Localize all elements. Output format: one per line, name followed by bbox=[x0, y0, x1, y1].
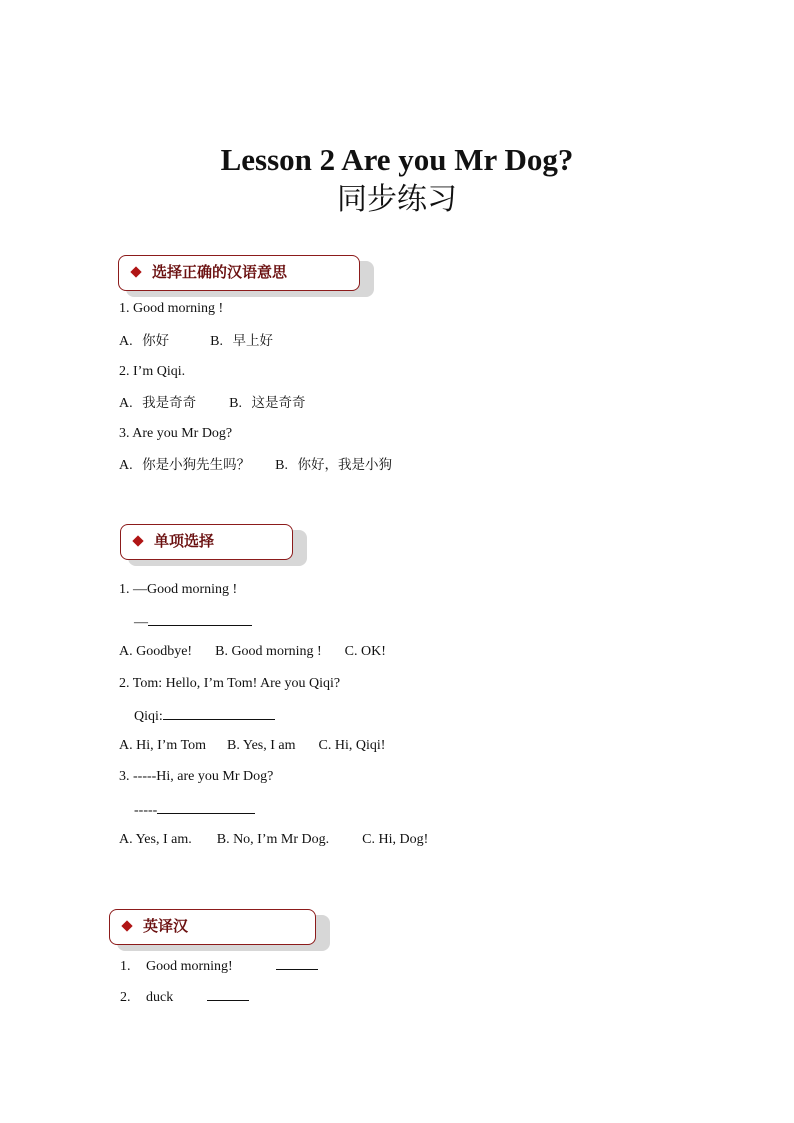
s2-q1-text: 1. —Good morning ! bbox=[119, 582, 238, 597]
s2-q1-option-b: B. Good morning ! bbox=[215, 644, 322, 659]
section-header-single-choice bbox=[120, 524, 293, 560]
s2-q3-option-a: A. Yes, I am. bbox=[119, 832, 192, 847]
s3-item2-text: duck bbox=[146, 990, 174, 1005]
s2-q3-option-b: B. No, I’m Mr Dog. bbox=[216, 832, 330, 847]
s1-q1-option-a: 你好 bbox=[142, 333, 170, 349]
s2-q2-reply-prefix: Qiqi: bbox=[134, 709, 163, 724]
s2-q2-option-a: A. Hi, I’m Tom bbox=[119, 738, 207, 753]
section-header-label: 英译汉 bbox=[143, 917, 189, 935]
s1-q1-text: 1. Good morning ! bbox=[119, 301, 224, 316]
s2-q1-option-a: A. Goodbye! bbox=[119, 644, 193, 659]
answer-blank[interactable] bbox=[207, 986, 249, 1001]
s3-item1-number: 1. bbox=[120, 959, 131, 974]
header-box bbox=[109, 909, 316, 945]
s2-q3-reply bbox=[134, 799, 255, 821]
s3-item2 bbox=[120, 986, 249, 1008]
s1-q2-option-a: 我是奇奇 bbox=[142, 395, 197, 411]
s1-q2-option-a-letter: A. bbox=[119, 396, 133, 411]
s1-q3-option-b: 你好，我是小狗 bbox=[297, 457, 392, 473]
answer-blank[interactable] bbox=[157, 799, 255, 814]
s1-q3-text: 3. Are you Mr Dog? bbox=[119, 426, 233, 441]
s2-q1-reply-prefix: — bbox=[134, 615, 148, 630]
s3-item2-number: 2. bbox=[120, 990, 131, 1005]
answer-blank[interactable] bbox=[163, 705, 275, 720]
page-title-chinese: 同步练习 bbox=[337, 182, 457, 217]
section-header-label: 单项选择 bbox=[154, 532, 215, 550]
s1-q3-options bbox=[119, 455, 392, 476]
s2-q2-reply bbox=[134, 705, 275, 727]
s2-q3-reply-prefix: ----- bbox=[134, 803, 158, 818]
s1-q2-option-b: 这是奇奇 bbox=[251, 395, 306, 411]
section-header-translate bbox=[109, 909, 316, 945]
s2-q3-text: 3. -----Hi, are you Mr Dog? bbox=[119, 769, 274, 784]
s2-q1-options bbox=[119, 642, 386, 662]
s2-q3-option-c: C. Hi, Dog! bbox=[362, 832, 429, 847]
s2-q2-option-c: C. Hi, Qiqi! bbox=[318, 738, 386, 753]
s3-item1-text: Good morning! bbox=[146, 959, 233, 974]
s1-q1-option-b-letter: B. bbox=[210, 334, 223, 349]
s2-q1-option-c: C. OK! bbox=[344, 644, 386, 659]
s1-q1-options bbox=[119, 331, 273, 352]
s1-q2-option-b-letter: B. bbox=[229, 396, 242, 411]
s1-q1-option-a-letter: A. bbox=[119, 334, 133, 349]
s2-q2-option-b: B. Yes, I am bbox=[227, 738, 296, 753]
s1-q3-option-b-letter: B. bbox=[275, 458, 288, 473]
s2-q1-reply bbox=[134, 611, 252, 633]
s1-q2-options bbox=[119, 393, 305, 414]
s1-q2-text: 2. I’m Qiqi. bbox=[119, 364, 186, 379]
s2-q2-options bbox=[119, 736, 385, 756]
s3-item1 bbox=[120, 955, 318, 977]
page-title-english: Lesson 2 Are you Mr Dog? bbox=[220, 142, 574, 177]
s1-q1-option-b: 早上好 bbox=[232, 333, 273, 349]
s1-q3-option-a: 你是小狗先生吗？ bbox=[142, 457, 251, 473]
answer-blank[interactable] bbox=[148, 611, 252, 626]
section-header-choose-meaning bbox=[118, 255, 360, 291]
s2-q3-options bbox=[119, 830, 428, 850]
s1-q3-option-a-letter: A. bbox=[119, 458, 133, 473]
section-header-label: 选择正确的汉语意思 bbox=[152, 263, 288, 281]
s2-q2-text: 2. Tom: Hello, I’m Tom! Are you Qiqi? bbox=[119, 676, 341, 691]
answer-blank[interactable] bbox=[276, 955, 318, 970]
